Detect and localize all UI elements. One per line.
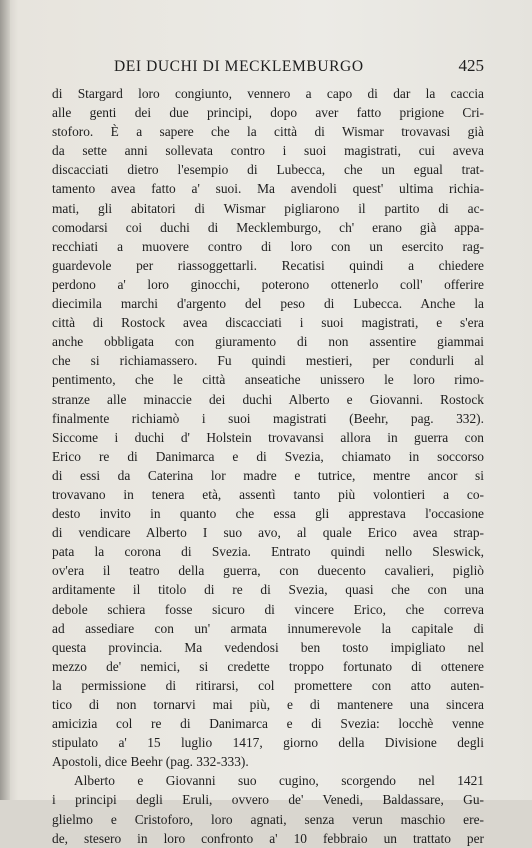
text-line: amicizia col re di Danimarca e di Svezia: locchè venne bbox=[52, 716, 484, 732]
text-line: città di Rostock avea discacciati i suoi magistrati, e s'era bbox=[52, 315, 484, 331]
text-line: Alberto e Giovanni suo cugino, scorgendo nel 1421 bbox=[74, 773, 484, 789]
paragraph-2 bbox=[52, 771, 484, 847]
text-line: comodarsi coi duchi di Mecklemburgo, ch' erano già appa- bbox=[52, 219, 484, 235]
text-line: ov'era il teatro della guerra, con duecento cavalieri, pigliò bbox=[52, 563, 484, 579]
text-line: mezzo de' nemici, si credette troppo fortunato di ottenere bbox=[52, 658, 484, 674]
text-line: pata la corona di Svezia. Entrato quindi nello Sleswick, bbox=[52, 544, 484, 560]
text-line: tico di non tornarvi mai più, e di mantenere una sincera bbox=[52, 697, 484, 712]
text-line: guardevole per riassoggettarli. Recatisi quindi a chiedere bbox=[52, 257, 484, 273]
text-line: Siccome i duchi d' Holstein trovavansi allora in guerra con bbox=[52, 429, 484, 445]
text-line: tamento avea fatto a' suoi. Ma avendoli quest' ultima richia- bbox=[52, 181, 484, 197]
text-line: di Stargard loro congiunto, vennero a capo di dar la caccia bbox=[52, 86, 484, 101]
text-line: glielmo e Cristoforo, loro agnati, senza verun maschio ere- bbox=[52, 811, 484, 827]
page-body bbox=[52, 84, 484, 846]
text-line: stoforo. È a sapere che la città di Wismar trovavasi già bbox=[52, 124, 484, 140]
text-line: de, stesero in loro confronto a' 10 febbraio un trattato per bbox=[52, 830, 484, 846]
running-title: DEI DUCHI DI MECKLEMBURGO bbox=[114, 58, 364, 75]
text-line: recchiati a muovere contro di loro con un esercito rag- bbox=[52, 238, 484, 254]
text-line: finalmente richiamò i suoi magistrati (Beehr, pag. 332). bbox=[52, 410, 484, 426]
text-line: ad assediare con un' armata innumerevole la capitale di bbox=[52, 620, 484, 636]
text-line: anche obbligata con giuramento di non assentire giammai bbox=[52, 334, 484, 350]
text-line: alle genti dei due principi, dopo aver fatto prigione Cri- bbox=[52, 105, 484, 121]
text-line: arditamente il titolo di re di Svezia, quasi che con una bbox=[52, 582, 484, 598]
text-line: trovavano in tenera età, assentì tanto più volontieri a co- bbox=[52, 486, 484, 502]
text-line: di essi da Caterina lor madre e tutrice, mentre ancor si bbox=[52, 467, 484, 483]
text-line: Apostoli, dice Beehr (pag. 332-333). bbox=[52, 754, 249, 770]
paragraph-1 bbox=[52, 84, 484, 771]
text-line: stipulato a' 15 luglio 1417, giorno della Divisione degli bbox=[52, 735, 484, 751]
text-line: Erico re di Danimarca e di Svezia, chiamato in soccorso bbox=[52, 448, 484, 464]
text-line: diecimila marchi d'argento del peso di Lubecca. Anche la bbox=[52, 296, 484, 312]
text-line: i principi degli Eruli, ovvero de' Venedi, Baldassare, Gu- bbox=[52, 792, 484, 808]
text-line: da sette anni sollevata contro i suoi magistrati, cui aveva bbox=[52, 143, 484, 159]
page-gutter-shadow bbox=[0, 0, 10, 800]
text-line: di vendicare Alberto I suo avo, al quale Erico avea strap- bbox=[52, 525, 484, 541]
text-line: discacciati dietro l'esempio di Lubecca, che un egual trat- bbox=[52, 162, 484, 178]
text-line: perdono a' loro ginocchi, poterono ottenerlo coll' offerire bbox=[52, 276, 484, 292]
text-line: debole schiera fosse sicuro di vincere Erico, che correva bbox=[52, 601, 484, 617]
text-line: la permissione di ritirarsi, col promettere con atto auten- bbox=[52, 677, 484, 693]
text-line: desto invito in quanto che essa gli apprestava l'occasione bbox=[52, 506, 484, 522]
page-number: 425 bbox=[458, 56, 484, 75]
text-line: mati, gli abitatori di Wismar pigliarono il partito di ac- bbox=[52, 200, 484, 216]
text-line: pentimento, che le città anseatiche unissero le loro rimo- bbox=[52, 372, 484, 388]
text-line: questa provincia. Ma vedendosi ben tosto impigliato nel bbox=[52, 639, 484, 655]
text-line: stranze alle minaccie dei duchi Alberto e Giovanni. Rostock bbox=[52, 391, 484, 407]
page-header bbox=[52, 54, 484, 80]
text-line: che si richiamassero. Fu quindi mestieri, per condurli al bbox=[52, 353, 484, 369]
